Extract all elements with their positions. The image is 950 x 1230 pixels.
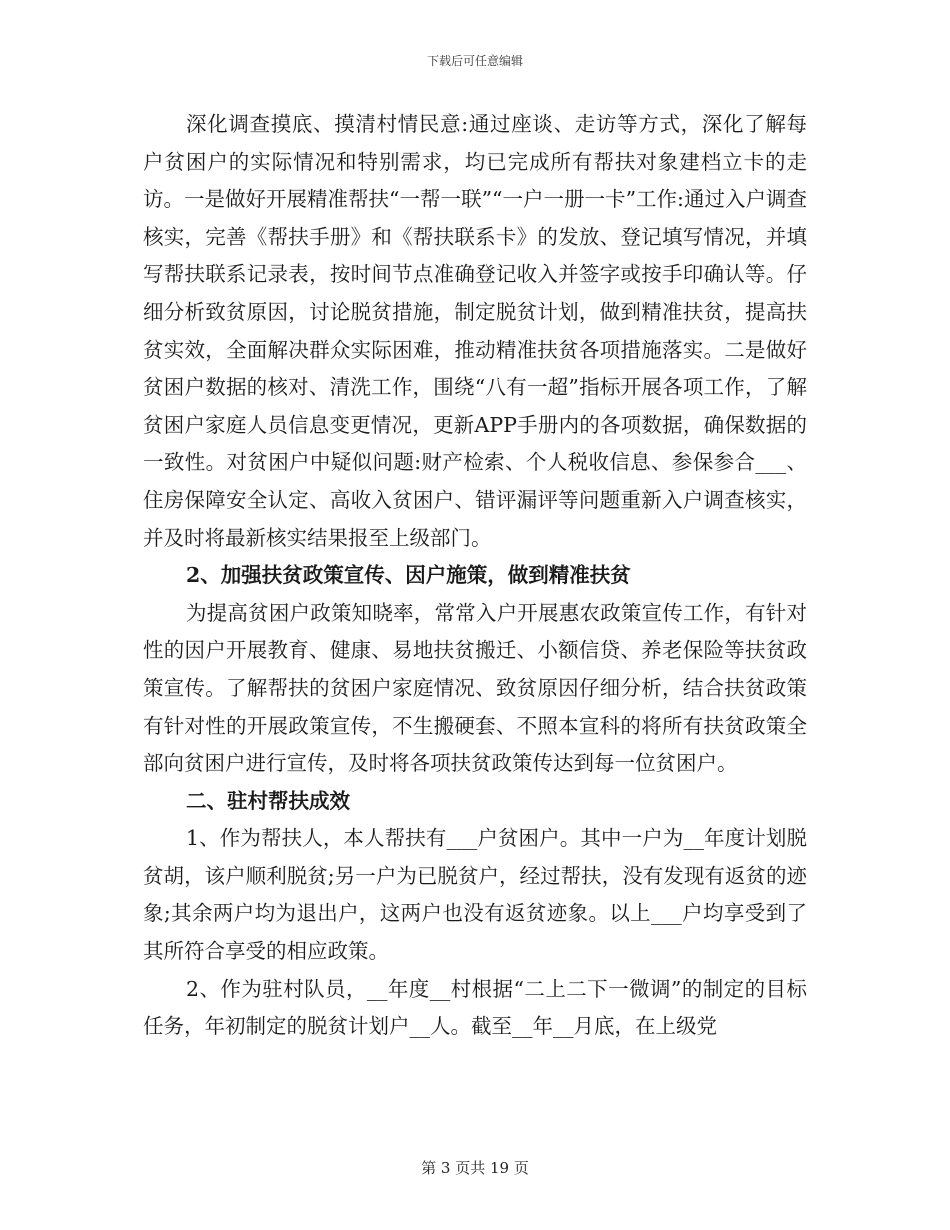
section-heading-policy-publicity: 2、加强扶贫政策宣传、因户施策，做到精准扶贫 — [186, 563, 631, 588]
paragraph-survey: 深化调查摸底、摸清村情民意:通过座谈、走访等方式，深化了解每户贫困户的实际情况和特别需求，均已完成所有帮扶对象建档立卡的走访。一是做好开展精准帮扶“一帮一联”“一户一册一卡”工作:通过入户调查核实，完善《帮扶手册》和《帮扶联系卡》的发放、登记填写情况，并填写帮扶联系记录表，按时间节点准确登记收入并签字或按手印确认等。仔细分析致贫原因，讨论脱贫措施，制定脱贫计划，做到精准扶贫，提高扶贫实效，全面解决群众实际困难，推动精准扶贫各项措施落实。二是做好贫困户数据的核对、清洗工作，围绕“八有一超”指标开展各项工作，了解贫困户家庭人员信息变更情况，更新APP手册内的各项数据，确保数据的一致性。对贫困户中疑似问题:财产检索、个人税收信息、参保参合___、住房保障安全认定、高收入贫困户、错评漏评等问题重新入户调查核实，并及时将最新核实结果报至上级部门。 — [143, 112, 807, 550]
section-heading-results: 二、驻村帮扶成效 — [186, 788, 350, 813]
document-body — [143, 106, 807, 1046]
page-header: 下载后可任意编辑 — [426, 54, 523, 68]
paragraph-helper-results: 1、作为帮扶人，本人帮扶有___户贫困户。其中一户为__年度计划脱贫胡，该户顺利脱贫;另一户为已脱贫户，经过帮扶，没有发现有返贫的迹象;其余两户均为退出户，这两户也没有返贫迹象。以上___户均享受到了其所符合享受的相应政策。 — [143, 826, 807, 964]
page-footer: 第 3 页共 19 页 — [421, 1159, 529, 1177]
paragraph-policy-publicity: 为提高贫困户政策知晓率，常常入户开展惠农政策宣传工作，有针对性的因户开展教育、健康、易地扶贫搬迁、小额信贷、养老保险等扶贫政策宣传。了解帮扶的贫困户家庭情况、致贫原因仔细分析，结合扶贫政策有针对性的开展政策宣传，不生搬硬套、不照本宣科的将所有扶贫政策全部向贫困户进行宣传，及时将各项扶贫政策传达到每一位贫困户。 — [143, 600, 807, 776]
paragraph-team-results: 2、作为驻村队员，__年度__村根据“二上二下一微调”的制定的目标任务，年初制定的脱贫计划户__人。截至__年__月底，在上级党 — [143, 976, 807, 1039]
